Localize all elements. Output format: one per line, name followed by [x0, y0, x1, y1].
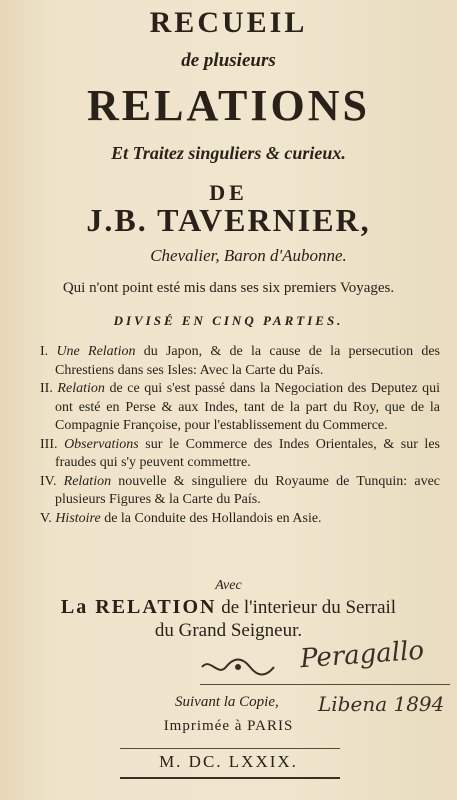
relation-cap: La RELATION	[60, 596, 217, 618]
avec-line: Avec	[215, 578, 242, 593]
title-traitez: Et Traitez singuliers & curieux.	[111, 143, 346, 163]
part-number: V.	[40, 510, 52, 526]
handwritten-signature: Peragallo	[299, 635, 425, 675]
part-text: de la Conduite des Hollandois en Asie.	[100, 510, 322, 526]
part-lead: Une Relation	[56, 344, 136, 359]
title-recueil: RECUEIL	[149, 6, 308, 39]
part-lead: Relation	[63, 473, 112, 489]
part-text: de ce qui s'est passé dans la Negociation des Deputez qui ont esté en Perse & aux Indes, tant de la part du Roy, que de la Compagnie Françoise, pour l'establissement du Commerce.	[55, 381, 441, 433]
part-item	[40, 473, 440, 510]
part-item	[40, 380, 440, 436]
date-line: M. DC. LXXIX.	[159, 752, 298, 771]
part-number: II.	[40, 381, 53, 396]
author-name: J.B. TAVERNIER,	[86, 202, 371, 238]
part-number: IV.	[40, 473, 57, 489]
date-bottom-rule	[120, 777, 340, 779]
part-text: sur le Commerce des Indes Orientales, & sur les fraudes qui s'y peuvent commettre.	[55, 436, 440, 470]
title-de-plusieurs: de plusieurs	[181, 50, 276, 71]
note-line: Qui n'ont point esté mis dans ses six premiers Voyages.	[62, 280, 395, 296]
part-lead: Relation	[57, 381, 105, 396]
part-lead: Histoire	[55, 510, 101, 526]
suivant-line: Suivant la Copie,	[175, 694, 279, 710]
ornament-icon	[198, 655, 278, 679]
part-lead: Observations	[64, 436, 139, 452]
division-line: DIVISÉ EN CINQ PARTIES.	[113, 313, 344, 328]
relation-line-2: du Grand Seigneur.	[154, 620, 303, 641]
handwritten-note: Libena 1894	[318, 692, 445, 716]
part-text: nouvelle & singuliere du Royaume de Tunquin: avec plusieurs Figures & la Carte du País.	[55, 473, 440, 507]
relation-line-1	[0, 596, 457, 619]
part-number: III.	[40, 436, 58, 452]
relation-rest: de l'interieur du Serrail	[216, 597, 397, 618]
part-item	[40, 436, 440, 473]
imprint-line: Imprimée à PARIS	[163, 718, 294, 734]
divider-rule	[200, 684, 450, 685]
part-number: I.	[40, 344, 49, 359]
parts-list	[40, 343, 440, 528]
title-relations: RELATIONS	[87, 81, 370, 130]
part-item	[40, 343, 440, 380]
part-item	[40, 510, 440, 529]
date-top-rule	[120, 748, 340, 749]
author-title: Chevalier, Baron d'Aubonne.	[150, 246, 347, 265]
part-text: du Japon, & de la cause de la persecution des Chrestiens dans ses Isles: Avec la Carte du País.	[55, 344, 440, 378]
author-prefix: DE	[209, 180, 248, 205]
